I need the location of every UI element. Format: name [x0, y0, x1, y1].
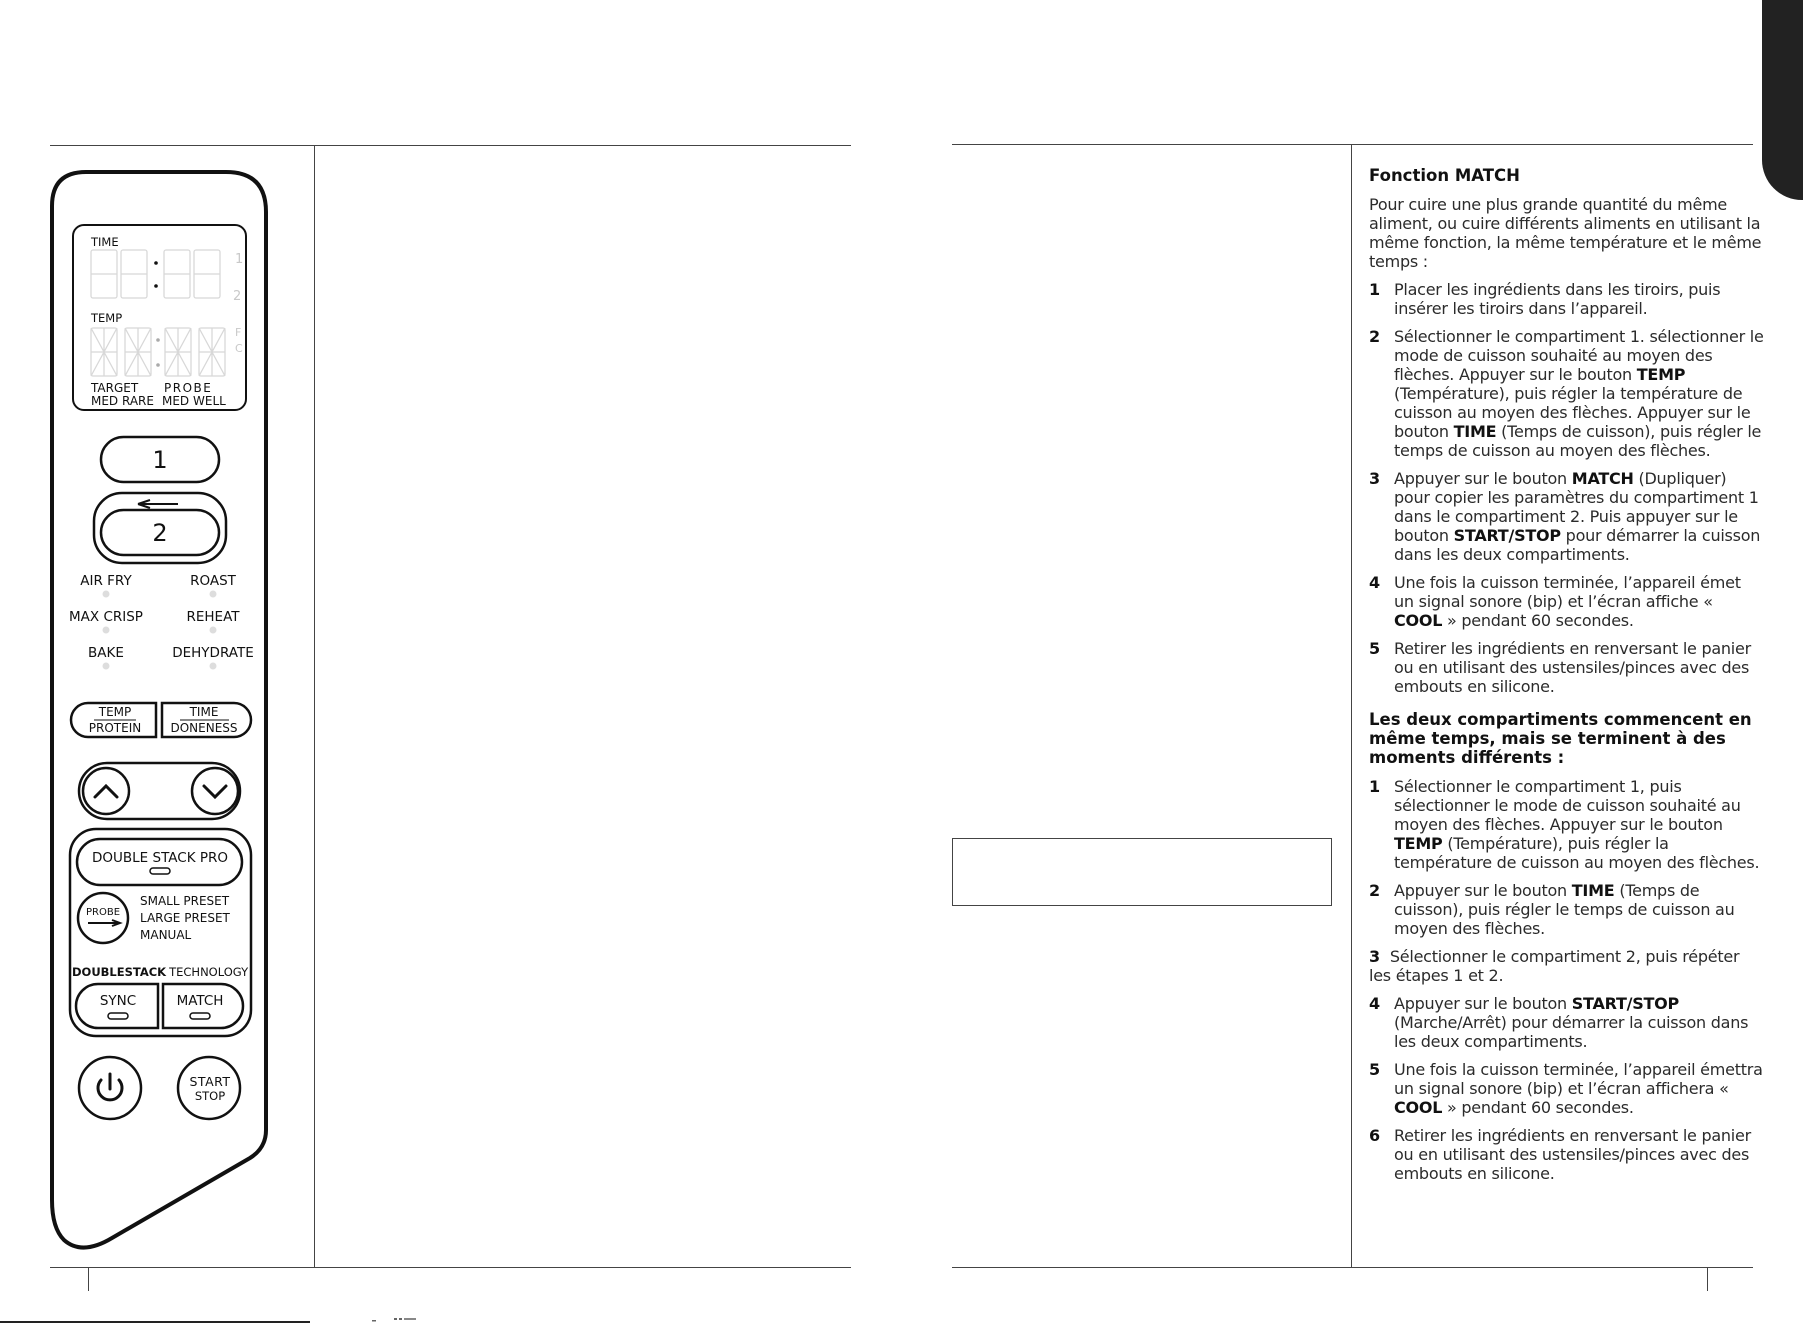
step-keyword: COOL	[1394, 1098, 1443, 1117]
technology-regular: TECHNOLOGY	[169, 965, 249, 979]
doublestack-technology-label	[72, 965, 249, 979]
match-label: MATCH	[176, 993, 224, 1009]
top-rule-right	[952, 144, 1753, 145]
step-keyword: START/STOP	[1453, 526, 1561, 545]
language-tab	[1762, 0, 1803, 200]
link-arrow-icon	[138, 500, 178, 508]
step-text: Une fois la cuisson terminée, l’appareil émet un signal sonore (bip) et l’écran affiche «	[1394, 573, 1741, 611]
mode-air-fry[interactable]: AIR FRY	[80, 573, 132, 589]
step-text: » pendant 60 secondes.	[1442, 1098, 1634, 1117]
match-led	[190, 1013, 210, 1019]
instruction-step	[1369, 573, 1764, 630]
sync-led	[108, 1013, 128, 1019]
step-text: Appuyer sur le bouton	[1394, 994, 1572, 1013]
step-text: (Marche/Arrêt) pour démarrer la cuisson dans les deux compartiments.	[1394, 1013, 1749, 1051]
step-keyword: TEMP	[1636, 365, 1686, 384]
section-heading-2: Les deux compartiments commencent en même temps, mais se terminent à des moments différents :	[1369, 710, 1752, 767]
double-stack-pro-label: DOUBLE STACK PRO	[92, 850, 228, 866]
step-keyword: COOL	[1394, 611, 1443, 630]
section-heading: Fonction MATCH	[1369, 166, 1520, 185]
protein-label: PROTEIN	[88, 721, 142, 735]
zone1-button[interactable]	[101, 437, 219, 482]
step-number: 2	[1369, 881, 1380, 900]
step-text: (Temps de cuisson), puis régler le temps de cuisson au moyen des flèches.	[1394, 422, 1762, 460]
step-number: 1	[1369, 280, 1380, 299]
start-stop-button[interactable]	[178, 1057, 240, 1119]
page-mark-left	[88, 1267, 89, 1291]
match-steps-list	[1369, 280, 1764, 696]
step-text: Une fois la cuisson terminée, l’appareil émettra un signal sonore (bip) et l’écran affichera «	[1394, 1060, 1763, 1098]
target-label: TARGET	[91, 381, 139, 395]
sync-button[interactable]	[76, 984, 158, 1028]
zone1-button-label: 1	[152, 446, 168, 474]
display-screen	[73, 225, 246, 410]
footer-mark	[372, 1318, 422, 1322]
unit-c-indicator: C	[235, 342, 243, 355]
instruction-step	[1369, 469, 1764, 564]
step-text: » pendant 60 secondes.	[1442, 611, 1634, 630]
double-stack-pro-button[interactable]	[77, 839, 242, 885]
control-panel-diagram	[0, 0, 320, 1270]
page-mark-right	[1707, 1267, 1708, 1291]
preset-small: SMALL PRESET	[140, 894, 230, 908]
probe-label: PROBE	[164, 381, 213, 395]
step-number: 5	[1369, 1060, 1380, 1079]
doneness-med-rare: MED RARE	[91, 394, 154, 408]
double-stack-pro-led	[150, 868, 170, 874]
time-doneness-button[interactable]	[162, 703, 251, 737]
step-keyword: START/STOP	[1571, 994, 1679, 1013]
probe-icon	[88, 920, 120, 926]
sync-label: SYNC	[99, 993, 137, 1009]
step-text: Sélectionner le compartiment 1. sélectionner le mode de cuisson souhaité au moyen des flèches. Appuyer sur le bouton	[1394, 327, 1764, 384]
mode-max-crisp[interactable]: MAX CRISP	[69, 609, 143, 625]
chevron-up-icon	[95, 786, 117, 797]
step-text: (Température), puis régler la température de cuisson au moyen des flèches. Appuyer sur le bouton	[1394, 384, 1751, 441]
step-number: 4	[1369, 994, 1380, 1013]
arrow-buttons-frame	[79, 763, 240, 819]
footer-bar	[0, 1321, 310, 1323]
instruction-step	[1369, 777, 1764, 872]
step-text: (Dupliquer) pour copier les paramètres du compartiment 1 dans le compartiment 2. Puis appuyer sur le bouton	[1394, 469, 1759, 545]
instruction-step	[1369, 1126, 1764, 1183]
mode-reheat[interactable]: REHEAT	[186, 609, 240, 625]
instruction-step	[1369, 994, 1764, 1051]
zone2-button[interactable]	[101, 510, 219, 555]
zone2-button-label: 2	[152, 519, 168, 547]
arrow-down-button[interactable]	[192, 768, 238, 814]
probe-button-label: PROBE	[85, 907, 121, 918]
column-divider-right	[1351, 144, 1352, 1267]
doneness-med-well: MED WELL	[162, 394, 226, 408]
start-label: START	[189, 1074, 231, 1089]
step-text: (Température), puis régler la température de cuisson au moyen des flèches.	[1394, 834, 1760, 872]
step-number: 4	[1369, 573, 1380, 592]
instruction-step	[1369, 327, 1764, 460]
display-temp-label: TEMP	[91, 311, 123, 325]
arrow-up-button[interactable]	[83, 768, 129, 814]
doneness-label: DONENESS	[170, 721, 238, 735]
instruction-step	[1369, 639, 1764, 696]
cooking-modes	[69, 573, 254, 670]
mode-bake[interactable]: BAKE	[88, 645, 124, 661]
chevron-down-icon	[204, 786, 226, 797]
step-text: Retirer les ingrédients en renversant le panier ou en utilisant des ustensiles/pinces avec des embouts en silicone.	[1394, 639, 1751, 696]
power-icon	[98, 1074, 122, 1100]
step-text: Placer les ingrédients dans les tiroirs, puis insérer les tiroirs dans l’appareil.	[1394, 280, 1721, 318]
intro-paragraph: Pour cuire une plus grande quantité du même aliment, ou cuire différents aliments en utilisant la même fonction, la même température et le même temps :	[1369, 195, 1762, 271]
step-text: Retirer les ingrédients en renversant le panier ou en utilisant des ustensiles/pinces avec des embouts en silicone.	[1394, 1126, 1751, 1183]
step-keyword: TIME	[1453, 422, 1497, 441]
step-number: 2	[1369, 327, 1380, 346]
instruction-step	[1369, 280, 1764, 318]
instruction-step	[1369, 881, 1764, 938]
zone1-indicator: 1	[235, 252, 244, 267]
step-text: (Temps de cuisson), puis régler le temps de cuisson au moyen des flèches.	[1394, 881, 1735, 938]
instruction-step	[1369, 1060, 1764, 1117]
step-text: Sélectionner le compartiment 2, puis répéter les étapes 1 et 2.	[1369, 947, 1740, 985]
step-text: Sélectionner le compartiment 1, puis sélectionner le mode de cuisson souhaité au moyen des flèches. Appuyer sur le bouton	[1394, 777, 1741, 834]
step-number: 1	[1369, 777, 1380, 796]
temp-protein-button[interactable]	[71, 703, 156, 737]
probe-button[interactable]	[78, 893, 128, 943]
stop-label: STOP	[194, 1089, 226, 1103]
mode-roast[interactable]: ROAST	[190, 573, 236, 589]
bottom-rule-right	[952, 1267, 1753, 1268]
note-box	[952, 838, 1332, 906]
temp-label: TEMP	[98, 705, 132, 719]
step-text: Appuyer sur le bouton	[1394, 881, 1572, 900]
step-number: 3	[1369, 469, 1380, 488]
preset-large: LARGE PRESET	[140, 911, 230, 925]
preset-manual: MANUAL	[140, 928, 192, 942]
doublestack-bold: DOUBLESTACK	[72, 965, 167, 979]
different-end-steps-list	[1369, 777, 1764, 1183]
mode-dehydrate[interactable]: DEHYDRATE	[172, 645, 254, 661]
instruction-step	[1369, 947, 1764, 985]
step-text: Appuyer sur le bouton	[1394, 469, 1572, 488]
match-button[interactable]	[163, 984, 243, 1028]
power-button[interactable]	[79, 1057, 141, 1119]
step-text: pour démarrer la cuisson dans les deux compartiments.	[1394, 526, 1761, 564]
time-label: TIME	[189, 705, 219, 719]
step-number: 6	[1369, 1126, 1380, 1145]
match-instructions	[1369, 166, 1764, 1192]
unit-f-indicator: F	[235, 326, 242, 339]
step-number: 3	[1369, 947, 1380, 966]
step-keyword: TIME	[1571, 881, 1615, 900]
zone2-indicator: 2	[233, 289, 242, 304]
display-time-label: TIME	[91, 235, 119, 249]
step-number: 5	[1369, 639, 1380, 658]
step-keyword: TEMP	[1394, 834, 1443, 853]
step-keyword: MATCH	[1571, 469, 1634, 488]
